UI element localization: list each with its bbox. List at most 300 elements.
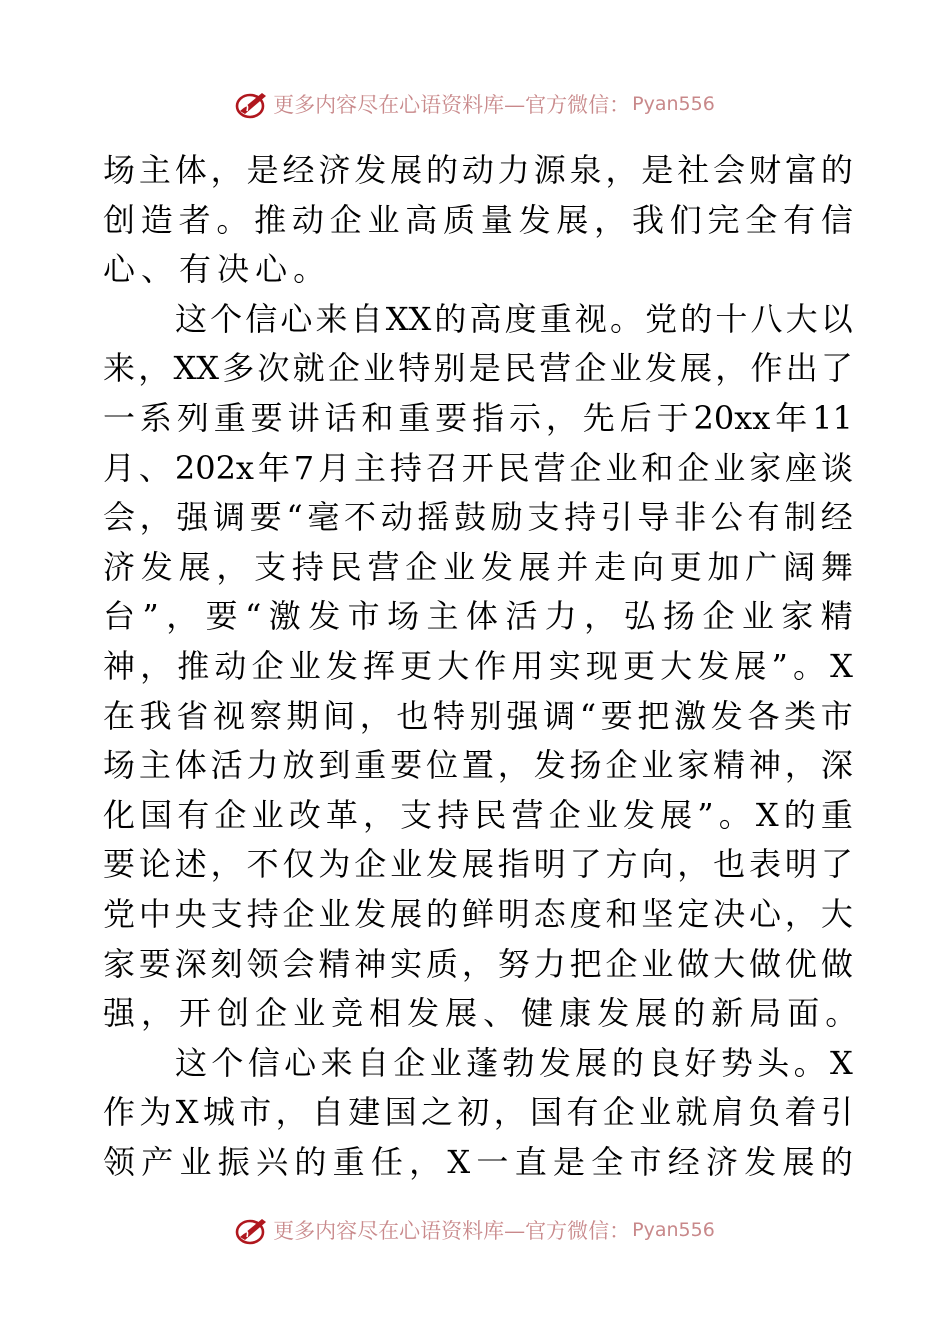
text-glyph: 业 (367, 200, 400, 239)
text-glyph: 持 (437, 795, 470, 834)
text-glyph: 企 (405, 547, 438, 586)
text-glyph: ， (545, 398, 578, 437)
text-glyph: 推 (177, 646, 210, 685)
text-glyph: 是 (641, 151, 674, 189)
text-glyph: 导 (637, 498, 670, 537)
text-glyph: 和 (605, 894, 638, 933)
text-glyph: 发 (426, 845, 459, 884)
text-glyph: 次 (257, 349, 290, 388)
text-glyph: 就 (292, 349, 325, 388)
text-glyph: 企 (602, 1093, 635, 1132)
text-glyph: 类 (784, 696, 817, 735)
text-glyph: 、 (141, 250, 174, 289)
text-glyph: ， (584, 597, 617, 636)
text-glyph: 广 (745, 547, 778, 586)
text-glyph: 自 (356, 1043, 389, 1082)
text-glyph: 业 (641, 944, 674, 983)
text-glyph: 要 (138, 944, 171, 983)
text-glyph: 期 (286, 696, 319, 735)
text-glyph: 于 (656, 398, 689, 437)
text-glyph: 家 (749, 448, 782, 487)
text-glyph: 11 (812, 398, 853, 437)
text-glyph: 。 (718, 795, 751, 834)
text-glyph: 这 (175, 1043, 208, 1082)
pen-logo-icon (235, 1213, 269, 1247)
text-glyph: 有 (566, 1093, 599, 1132)
text-glyph: 把 (637, 696, 670, 735)
text-glyph: 活 (505, 597, 538, 636)
text-line-14 (103, 791, 853, 841)
text-glyph: 源 (533, 151, 566, 189)
text-glyph: 高 (469, 299, 502, 338)
text-glyph: 。 (825, 994, 858, 1033)
text-glyph: 主 (138, 151, 171, 189)
text-glyph: 要 (390, 746, 423, 785)
text-glyph: 场 (387, 597, 420, 636)
text-glyph: 城 (202, 1093, 235, 1132)
text-glyph: 并 (556, 547, 589, 586)
text-glyph: 也 (713, 845, 746, 884)
text-glyph: 了 (820, 845, 853, 884)
text-glyph: 高 (405, 200, 438, 239)
text-line-1 (103, 146, 853, 196)
text-glyph: 健 (521, 994, 554, 1033)
text-glyph: ， (409, 1142, 442, 1181)
text-glyph: 力 (544, 597, 577, 636)
text-glyph: “ (245, 597, 262, 636)
text-glyph: 创 (217, 994, 250, 1033)
text-glyph: 场 (103, 151, 136, 189)
text-glyph: 间 (323, 696, 356, 735)
text-glyph: 局 (749, 994, 782, 1033)
text-glyph: 话 (324, 398, 357, 437)
text-glyph: 家 (677, 746, 710, 785)
text-glyph: 之 (421, 1093, 454, 1132)
text-glyph: 竞 (331, 994, 364, 1033)
text-glyph: 企 (282, 894, 315, 933)
text-glyph: 体 (465, 597, 498, 636)
text-glyph: 民 (474, 795, 507, 834)
text-glyph: 鲜 (461, 894, 494, 933)
text-glyph: 位 (426, 746, 459, 785)
text-glyph: 展 (734, 646, 767, 685)
text-glyph: 做 (677, 944, 710, 983)
text-glyph: 企 (327, 349, 360, 388)
text-glyph: 强 (176, 498, 209, 537)
text-glyph: 优 (784, 944, 817, 983)
text-glyph: 更 (400, 646, 433, 685)
text-glyph: 有 (179, 250, 212, 289)
text-glyph: 的 (294, 1142, 327, 1181)
text-line-3 (103, 245, 853, 295)
text-glyph: 经 (820, 498, 853, 537)
text-glyph: 这 (175, 299, 208, 338)
text-glyph: 要 (249, 498, 282, 537)
text-glyph: 市 (239, 1093, 272, 1132)
text-glyph: 来 (103, 349, 136, 388)
text-glyph: 富 (784, 151, 817, 189)
text-glyph: 的 (611, 1043, 644, 1082)
text-glyph: 大 (785, 299, 818, 338)
text-glyph: 发 (518, 200, 551, 239)
text-glyph: 重 (539, 299, 572, 338)
footer-wechat-id: Pyan556 (632, 1219, 715, 1241)
text-glyph: ” (697, 795, 714, 834)
text-glyph: 置 (461, 746, 494, 785)
text-glyph: 别 (469, 696, 502, 735)
text-glyph: 动 (214, 646, 247, 685)
text-glyph: 企 (569, 448, 602, 487)
text-glyph: X (175, 1093, 199, 1132)
text-glyph: 信 (245, 299, 278, 338)
text-glyph: 市 (629, 1142, 662, 1181)
text-glyph: 企 (605, 944, 638, 983)
text-glyph: 业 (713, 448, 746, 487)
text-glyph: 特 (433, 696, 466, 735)
text-glyph: X (830, 1043, 853, 1082)
text-glyph: 兴 (256, 1142, 289, 1181)
text-glyph: 发 (710, 696, 743, 735)
text-glyph: 精 (820, 597, 853, 636)
text-glyph: 是 (552, 1142, 585, 1181)
text-glyph: 持 (389, 448, 422, 487)
text-glyph: 动 (461, 151, 494, 189)
text-glyph: 化 (103, 795, 136, 834)
text-glyph: 企 (548, 795, 581, 834)
text-glyph: 明 (533, 845, 566, 884)
header-banner-text: 更多内容尽在心语资料库—官方微信： (273, 93, 631, 117)
text-glyph: 八 (750, 299, 783, 338)
text-glyph: 到 (318, 746, 351, 785)
text-glyph: 大 (820, 894, 853, 933)
text-glyph: 全 (745, 200, 778, 239)
text-glyph: 心 (284, 1043, 317, 1082)
text-glyph: 民 (503, 349, 536, 388)
text-glyph: 不 (344, 498, 377, 537)
text-glyph: 台 (103, 597, 136, 636)
text-glyph: 20xx (693, 398, 771, 437)
text-glyph: 力 (533, 944, 566, 983)
text-glyph: 支 (254, 547, 287, 586)
text-glyph: 精 (318, 944, 351, 983)
text-glyph: 舞 (820, 547, 853, 586)
text-glyph: 支 (400, 795, 433, 834)
text-glyph: 业 (318, 894, 351, 933)
text-glyph: 的 (783, 795, 816, 834)
text-glyph: 发 (407, 994, 440, 1033)
text-glyph: 发 (538, 1043, 571, 1082)
text-glyph: 企 (329, 200, 362, 239)
text-glyph: 国 (140, 795, 173, 834)
text-glyph: 肩 (711, 1093, 744, 1132)
text-line-15 (103, 840, 853, 890)
text-glyph: 大 (660, 646, 693, 685)
text-glyph: 作 (750, 349, 783, 388)
text-glyph: 展 (680, 349, 713, 388)
text-glyph: 述 (174, 845, 207, 884)
text-glyph: 持 (564, 498, 597, 537)
text-glyph: 在 (103, 696, 136, 735)
text-line-21 (103, 1138, 853, 1188)
text-glyph: 发 (354, 894, 387, 933)
text-glyph: 重 (354, 746, 387, 785)
text-glyph: 业 (293, 994, 326, 1033)
text-glyph: 着 (784, 1093, 817, 1132)
text-glyph: 业 (741, 597, 774, 636)
text-glyph: 深 (174, 944, 207, 983)
text-glyph: 强 (506, 696, 539, 735)
text-glyph: 开 (179, 994, 212, 1033)
text-glyph: 。 (793, 646, 826, 685)
text-line-20 (103, 1088, 853, 1138)
text-glyph: 更 (669, 547, 702, 586)
text-glyph: 。 (216, 200, 249, 239)
text-glyph: 展 (390, 151, 423, 189)
text-glyph: 阔 (783, 547, 816, 586)
text-glyph: 为 (139, 1093, 172, 1132)
text-glyph: 信 (820, 200, 853, 239)
text-line-13 (103, 741, 853, 791)
text-glyph: 就 (675, 1093, 708, 1132)
text-glyph: 发 (644, 349, 677, 388)
text-glyph: 动 (291, 200, 324, 239)
text-glyph: 发 (308, 597, 341, 636)
text-glyph: 家 (781, 597, 814, 636)
text-glyph: ， (210, 151, 243, 189)
text-glyph: ， (784, 746, 817, 785)
text-glyph: 别 (433, 349, 466, 388)
text-glyph: 心 (255, 250, 288, 289)
text-glyph: 引 (600, 498, 633, 537)
text-glyph: 。 (793, 1043, 826, 1082)
text-glyph: 有 (177, 795, 210, 834)
text-glyph: 坚 (641, 894, 674, 933)
text-glyph: 自 (350, 299, 383, 338)
text-glyph: 讲 (287, 398, 320, 437)
text-glyph: 头 (757, 1043, 790, 1082)
text-glyph: 重 (213, 398, 246, 437)
text-glyph: 展 (461, 845, 494, 884)
text-glyph: 的 (820, 1142, 853, 1181)
text-glyph: 动 (380, 498, 413, 537)
text-glyph: 向 (641, 845, 674, 884)
text-glyph: ， (784, 894, 817, 933)
text-glyph: 深 (820, 746, 853, 785)
text-glyph: 和 (361, 398, 394, 437)
text-glyph: 激 (674, 696, 707, 735)
text-glyph: 重 (332, 1142, 365, 1181)
text-glyph: 企 (251, 646, 284, 685)
text-glyph: 展 (556, 200, 589, 239)
text-glyph: 任 (370, 1142, 403, 1181)
text-glyph: ， (497, 746, 530, 785)
text-glyph: 做 (820, 944, 853, 983)
text-glyph: 展 (178, 547, 211, 586)
text-glyph: 发 (622, 795, 655, 834)
text-glyph: 相 (369, 994, 402, 1033)
text-glyph: 自 (311, 1093, 344, 1132)
text-line-19 (103, 1039, 853, 1089)
text-glyph: ， (216, 547, 249, 586)
text-glyph: 非 (674, 498, 707, 537)
text-glyph: 国 (530, 1093, 563, 1132)
text-glyph: 产 (141, 1142, 174, 1181)
text-glyph: 主 (353, 448, 386, 487)
text-glyph: 来 (315, 299, 348, 338)
text-glyph: 信 (247, 1043, 280, 1082)
text-glyph: 财 (749, 151, 782, 189)
text-glyph: 展 (635, 994, 668, 1033)
text-glyph: 蓬 (466, 1043, 499, 1082)
text-glyph: 座 (785, 448, 818, 487)
text-glyph: 营 (539, 349, 572, 388)
text-glyph: 国 (384, 1093, 417, 1132)
text-glyph: 领 (246, 944, 279, 983)
text-glyph: 个 (210, 299, 243, 338)
text-glyph: ， (166, 597, 199, 636)
text-glyph: 营 (533, 448, 566, 487)
text-glyph: 社 (677, 151, 710, 189)
text-glyph: 企 (393, 1043, 426, 1082)
text-glyph: ， (677, 845, 710, 884)
text-glyph: 重 (398, 398, 431, 437)
text-glyph: 我 (631, 200, 664, 239)
text-glyph: 定 (677, 894, 710, 933)
text-glyph: 振 (217, 1142, 250, 1181)
text-glyph: 年 (257, 448, 290, 487)
text-glyph: 实 (390, 944, 423, 983)
text-glyph: 调 (213, 498, 246, 537)
text-glyph: 党 (645, 299, 678, 338)
text-glyph: ， (605, 151, 638, 189)
text-glyph: 论 (138, 845, 171, 884)
text-glyph: 体 (174, 746, 207, 785)
text-glyph: 一 (103, 398, 136, 437)
text-glyph: 发 (597, 994, 630, 1033)
text-glyph: 济 (103, 547, 136, 586)
text-glyph: 扬 (569, 746, 602, 785)
text-glyph: 业 (641, 746, 674, 785)
text-glyph: 强 (103, 994, 136, 1033)
text-line-7 (103, 444, 853, 494)
text-glyph: ， (275, 1093, 308, 1132)
text-glyph: 展 (390, 894, 423, 933)
text-glyph: 是 (246, 151, 279, 189)
text-glyph: X (830, 646, 853, 685)
text-glyph: 展 (660, 795, 693, 834)
text-glyph: 202x (174, 448, 254, 487)
text-glyph: 面 (787, 994, 820, 1033)
text-glyph: 企 (605, 746, 638, 785)
text-glyph: ， (138, 349, 171, 388)
text-glyph: 家 (103, 944, 136, 983)
text-glyph: 现 (585, 646, 618, 685)
text-glyph: 努 (497, 944, 530, 983)
text-glyph: 会 (282, 944, 315, 983)
text-glyph: 展 (518, 547, 551, 586)
text-glyph: 特 (398, 349, 431, 388)
text-glyph: 召 (425, 448, 458, 487)
text-glyph: 业 (429, 1043, 462, 1082)
text-glyph: 持 (246, 894, 279, 933)
text-glyph: 直 (514, 1142, 547, 1181)
text-glyph: 质 (443, 200, 476, 239)
text-glyph: 康 (559, 994, 592, 1033)
text-glyph: 支 (527, 498, 560, 537)
text-glyph: 精 (713, 746, 746, 785)
text-glyph: 弘 (623, 597, 656, 636)
text-glyph: 持 (291, 547, 324, 586)
text-glyph: 大 (437, 646, 470, 685)
text-glyph: 心 (749, 894, 782, 933)
text-glyph: 神 (749, 746, 782, 785)
text-glyph: 决 (713, 894, 746, 933)
text-glyph: 支 (210, 894, 243, 933)
text-glyph: ” (771, 646, 788, 685)
pen-logo-icon (235, 87, 269, 121)
text-glyph: 发 (697, 646, 730, 685)
text-glyph: 指 (472, 398, 505, 437)
text-glyph: 了 (569, 845, 602, 884)
text-glyph: 励 (490, 498, 523, 537)
text-glyph: 挥 (362, 646, 395, 685)
text-glyph: 多 (222, 349, 255, 388)
text-glyph: 济 (318, 151, 351, 189)
text-line-18 (103, 989, 858, 1039)
text-glyph: 的 (673, 994, 706, 1033)
text-glyph: X (447, 1142, 471, 1181)
text-glyph: 建 (348, 1093, 381, 1132)
text-glyph: 心 (280, 299, 313, 338)
text-glyph: 发 (140, 547, 173, 586)
text-glyph: 摇 (417, 498, 450, 537)
text-glyph: 谈 (820, 448, 853, 487)
text-glyph: 为 (318, 845, 351, 884)
text-line-11 (103, 642, 853, 692)
text-glyph: 会 (713, 151, 746, 189)
text-glyph: 走 (594, 547, 627, 586)
text-glyph: 业 (443, 547, 476, 586)
text-glyph: 展 (445, 994, 478, 1033)
text-line-2 (103, 196, 853, 246)
text-glyph: 作 (474, 646, 507, 685)
text-glyph: 企 (574, 349, 607, 388)
text-glyph: 和 (641, 448, 674, 487)
text-glyph: 扬 (663, 597, 696, 636)
text-glyph: XX (173, 349, 219, 388)
text-glyph: 全 (591, 1142, 624, 1181)
text-line-10 (103, 592, 853, 642)
text-glyph: 有 (747, 498, 780, 537)
text-glyph: 大 (713, 944, 746, 983)
text-glyph: 。 (293, 250, 326, 289)
header-wechat-id: Pyan556 (632, 93, 715, 115)
text-glyph: 量 (480, 200, 513, 239)
text-glyph: ， (461, 944, 494, 983)
text-glyph: 向 (631, 547, 664, 586)
text-glyph: 泉 (569, 151, 602, 189)
text-glyph: 业 (639, 1093, 672, 1132)
text-glyph: 是 (468, 349, 501, 388)
text-glyph: 的 (426, 151, 459, 189)
text-glyph: ， (359, 696, 392, 735)
text-glyph: 业 (609, 349, 642, 388)
text-glyph: ， (139, 498, 172, 537)
text-line-17 (103, 940, 853, 990)
text-glyph: ” (142, 597, 159, 636)
text-glyph: 表 (749, 845, 782, 884)
text-glyph: 做 (749, 944, 782, 983)
